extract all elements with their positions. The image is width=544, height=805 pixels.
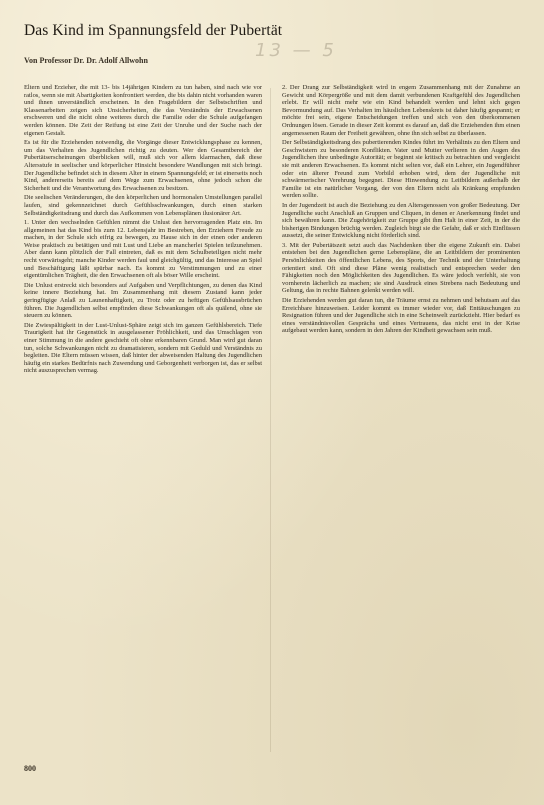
pencil-annotation: 13 — 5 — [255, 40, 337, 61]
column-divider — [270, 88, 271, 752]
text-column-right — [282, 84, 520, 754]
paragraph: In der Jugendzeit ist auch die Beziehung zu den Altersgenossen von großer Bedeutung. Der Jugendliche sucht Anschluß an Gruppen und Cliquen, in denen er Anerkennung findet und sich bewähren kann. Die Zugehörigkeit zur Gruppe gibt ihm Halt in einer Zeit, in der die bisherigen Bindungen brüchig werden. Zugleich birgt sie die Gefahr, daß er sich Einflüssen aussetzt, die seiner Entwicklung nicht förderlich sind. — [282, 201, 520, 240]
paragraph: Die Erziehenden werden gut daran tun, die Träume ernst zu nehmen und behutsam auf das Erreichbare hinzuweisen. Leider kommt es immer wieder vor, daß Enttäuschungen zu Resignation führen und der Jugendliche sich in eine Scheinwelt zurückzieht. Hier bedarf es eines verständnisvollen Gesprächs und eines Vertrauens, das nicht erst in der Krise aufgebaut werden kann, sondern in den Jahren der Kindheit gewachsen sein muß. — [282, 297, 520, 335]
text-column-left — [24, 84, 262, 754]
article-byline: Von Professor Dr. Dr. Adolf Allwohn — [24, 56, 148, 65]
paragraph: Der Selbständigkeitsdrang des pubertierenden Kindes führt im Verhältnis zu den Eltern und Geschwistern zu besonderen Konflikten. Vater und Mutter verlieren in den Augen des Jugendlichen ihre unbedingte Autorität; er beginnt sie kritisch zu betrachten und vergleicht sie mit anderen Erwachsenen. Es kommt nicht selten vor, daß ein Lehrer, ein Jugendführer oder ein älterer Freund zum Vorbild erhoben wird, dem der Jugendliche mit schwärmerischer Verehrung begegnet. Diese Hinwendung zu Leitbildern außerhalb der Familie ist ein natürlicher Vorgang, der von den Eltern nicht als Kränkung empfunden werden sollte. — [282, 139, 520, 200]
page-number: 800 — [24, 764, 36, 773]
article-title: Das Kind im Spannungsfeld der Pubertät — [24, 22, 283, 39]
paragraph: 1. Unter den wechselnden Gefühlen nimmt die Unlust den hervorragenden Platz ein. Im allgemeinen hat das Kind bis zum 12. Lebensjahr im Bestreben, den Erziehern Freude zu machen, in der Schule sich eifrig zu bewegen, zu Hause sich in der einen oder anderen Weise praktisch zu betätigen und mit Lust und Liebe an mancherlei Spielen teilzunehmen. Aber dann kann plötzlich der Fall eintreten, daß es mit dem Schulbeteiligen nicht mehr recht vorwärtsgeht; manche Kinder werden faul und gleichgültig, und das Interesse an Spiel und Beschäftigung läßt spürbar nach. Es kommt zu Verstimmungen und zu einer eigentümlichen Trägheit, die den Erwachsenen oft als böser Wille erscheint. — [24, 219, 262, 280]
paragraph: 2. Der Drang zur Selbständigkeit wird in engem Zusammenhang mit der Zunahme an Gewicht und Körpergröße und mit dem damit verbundenen Kraftgefühl des Jugendlichen erlebt. Er will nicht mehr wie ein Kind behandelt werden und lehnt sich gegen Bevormundung auf. Das Verhalten im häuslichen Lebenskreis ist daher häufig gespannt; er möchte frei sein, eigene Entscheidungen treffen und sich von den überkommenen Ordnungen lösen. Gerade in dieser Zeit kommt es darauf an, daß die Erziehenden ihm einen angemessenen Raum der Freiheit gewähren, ohne ihn sich selbst zu überlassen. — [282, 84, 520, 137]
paragraph: Die Unlust erstreckt sich besonders auf Aufgaben und Verpflichtungen, zu denen das Kind keine innere Beziehung hat. Im Zusammenhang mit diesem Zustand kann jeder geringfügige Anlaß zu Launenhaftigkeit, zu Trotz oder zu heftigen Gefühlsausbrüchen führen. Die Jugendlichen selbst empfinden diese Schwankungen oft als quälend, ohne sie steuern zu können. — [24, 281, 262, 320]
paragraph: 3. Mit der Pubertätszeit setzt auch das Nachdenken über die eigene Zukunft ein. Dabei entstehen bei den Jugendlichen gerne Lebenspläne, die an Leitbildern der prominenten Persönlichkeiten des öffentlichen Lebens, des Sports, der Technik und der Unterhaltung orientiert sind. Oft sind diese Pläne wenig realistisch und entsprechen weder den Fähigkeiten noch den Möglichkeiten des Jugendlichen. Es wäre jedoch verfehlt, sie von vornherein lächerlich zu machen; sie sind Ausdruck eines Strebens nach Bedeutung und Geltung, das in rechte Bahnen gelenkt werden will. — [282, 241, 520, 295]
paragraph: Die Zwiespältigkeit in der Lust-Unlust-Sphäre zeigt sich im ganzen Gefühlsbereich. Tiefe Traurigkeit hat ihr Gegenstück in ausgelassener Fröhlichkeit, und das Umschlagen von einer Stimmung in die andere geschieht oft ohne erkennbaren Grund. Man wird gut daran tun, solche Schwankungen nicht zu dramatisieren, sondern mit Geduld und Verständnis zu begleiten. Die Eltern müssen wissen, daß hinter der abweisenden Haltung des Jugendlichen häufig ein starkes Bedürfnis nach Zuwendung und Geborgenheit verborgen ist, das er selbst nicht auszusprechen vermag. — [24, 321, 262, 375]
paragraph: Eltern und Erzieher, die mit 13- bis 14jährigen Kindern zu tun haben, sind nach wie vor ratlos, wenn sie mit Abartigkeiten konfrontiert werden, die bis dahin nicht vorhanden waren und ihnen unverständlich erscheinen. In den Fragebildern der Selbstschriften und Klassenarbeiten zeigen sich Unsicherheiten, die das Verständnis der Erwachsenen erschweren und die nicht ohne weiteres durch die Familie oder die Schule aufgefangen werden können. Die Zeit der Reifung ist eine Zeit der Unruhe und der Suche nach der eigenen Gestalt. — [24, 84, 262, 137]
paragraph: Die seelischen Veränderungen, die den körperlichen und hormonalen Umstellungen parallel laufen, sind gekennzeichnet durch Gefühlsschwankungen, durch einen starken Selbständigkeitsdrang und durch das Aufkommen von Lebensplänen ilusionärer Art. — [24, 194, 262, 217]
paragraph: Es ist für die Erziehenden notwendig, die Vorgänge dieser Entwicklungsphase zu kennen, um das Verhalten des Jugendlichen richtig zu deuten. Wer den Gesamtbereich der Pubertätserscheinungen überblicken will, muß sich vor allem klarmachen, daß diese Altersstufe in seelischer und körperlicher Hinsicht besondere Wandlungen mit sich bringt. Der Jugendliche befindet sich in diesem Alter in einem Spannungsfeld; er ist einerseits noch Kind, andererseits bereits auf dem Wege zum Erwachsenen, ohne jedoch schon die Sicherheit und die Verantwortung des Erwachsenen zu besitzen. — [24, 139, 262, 192]
